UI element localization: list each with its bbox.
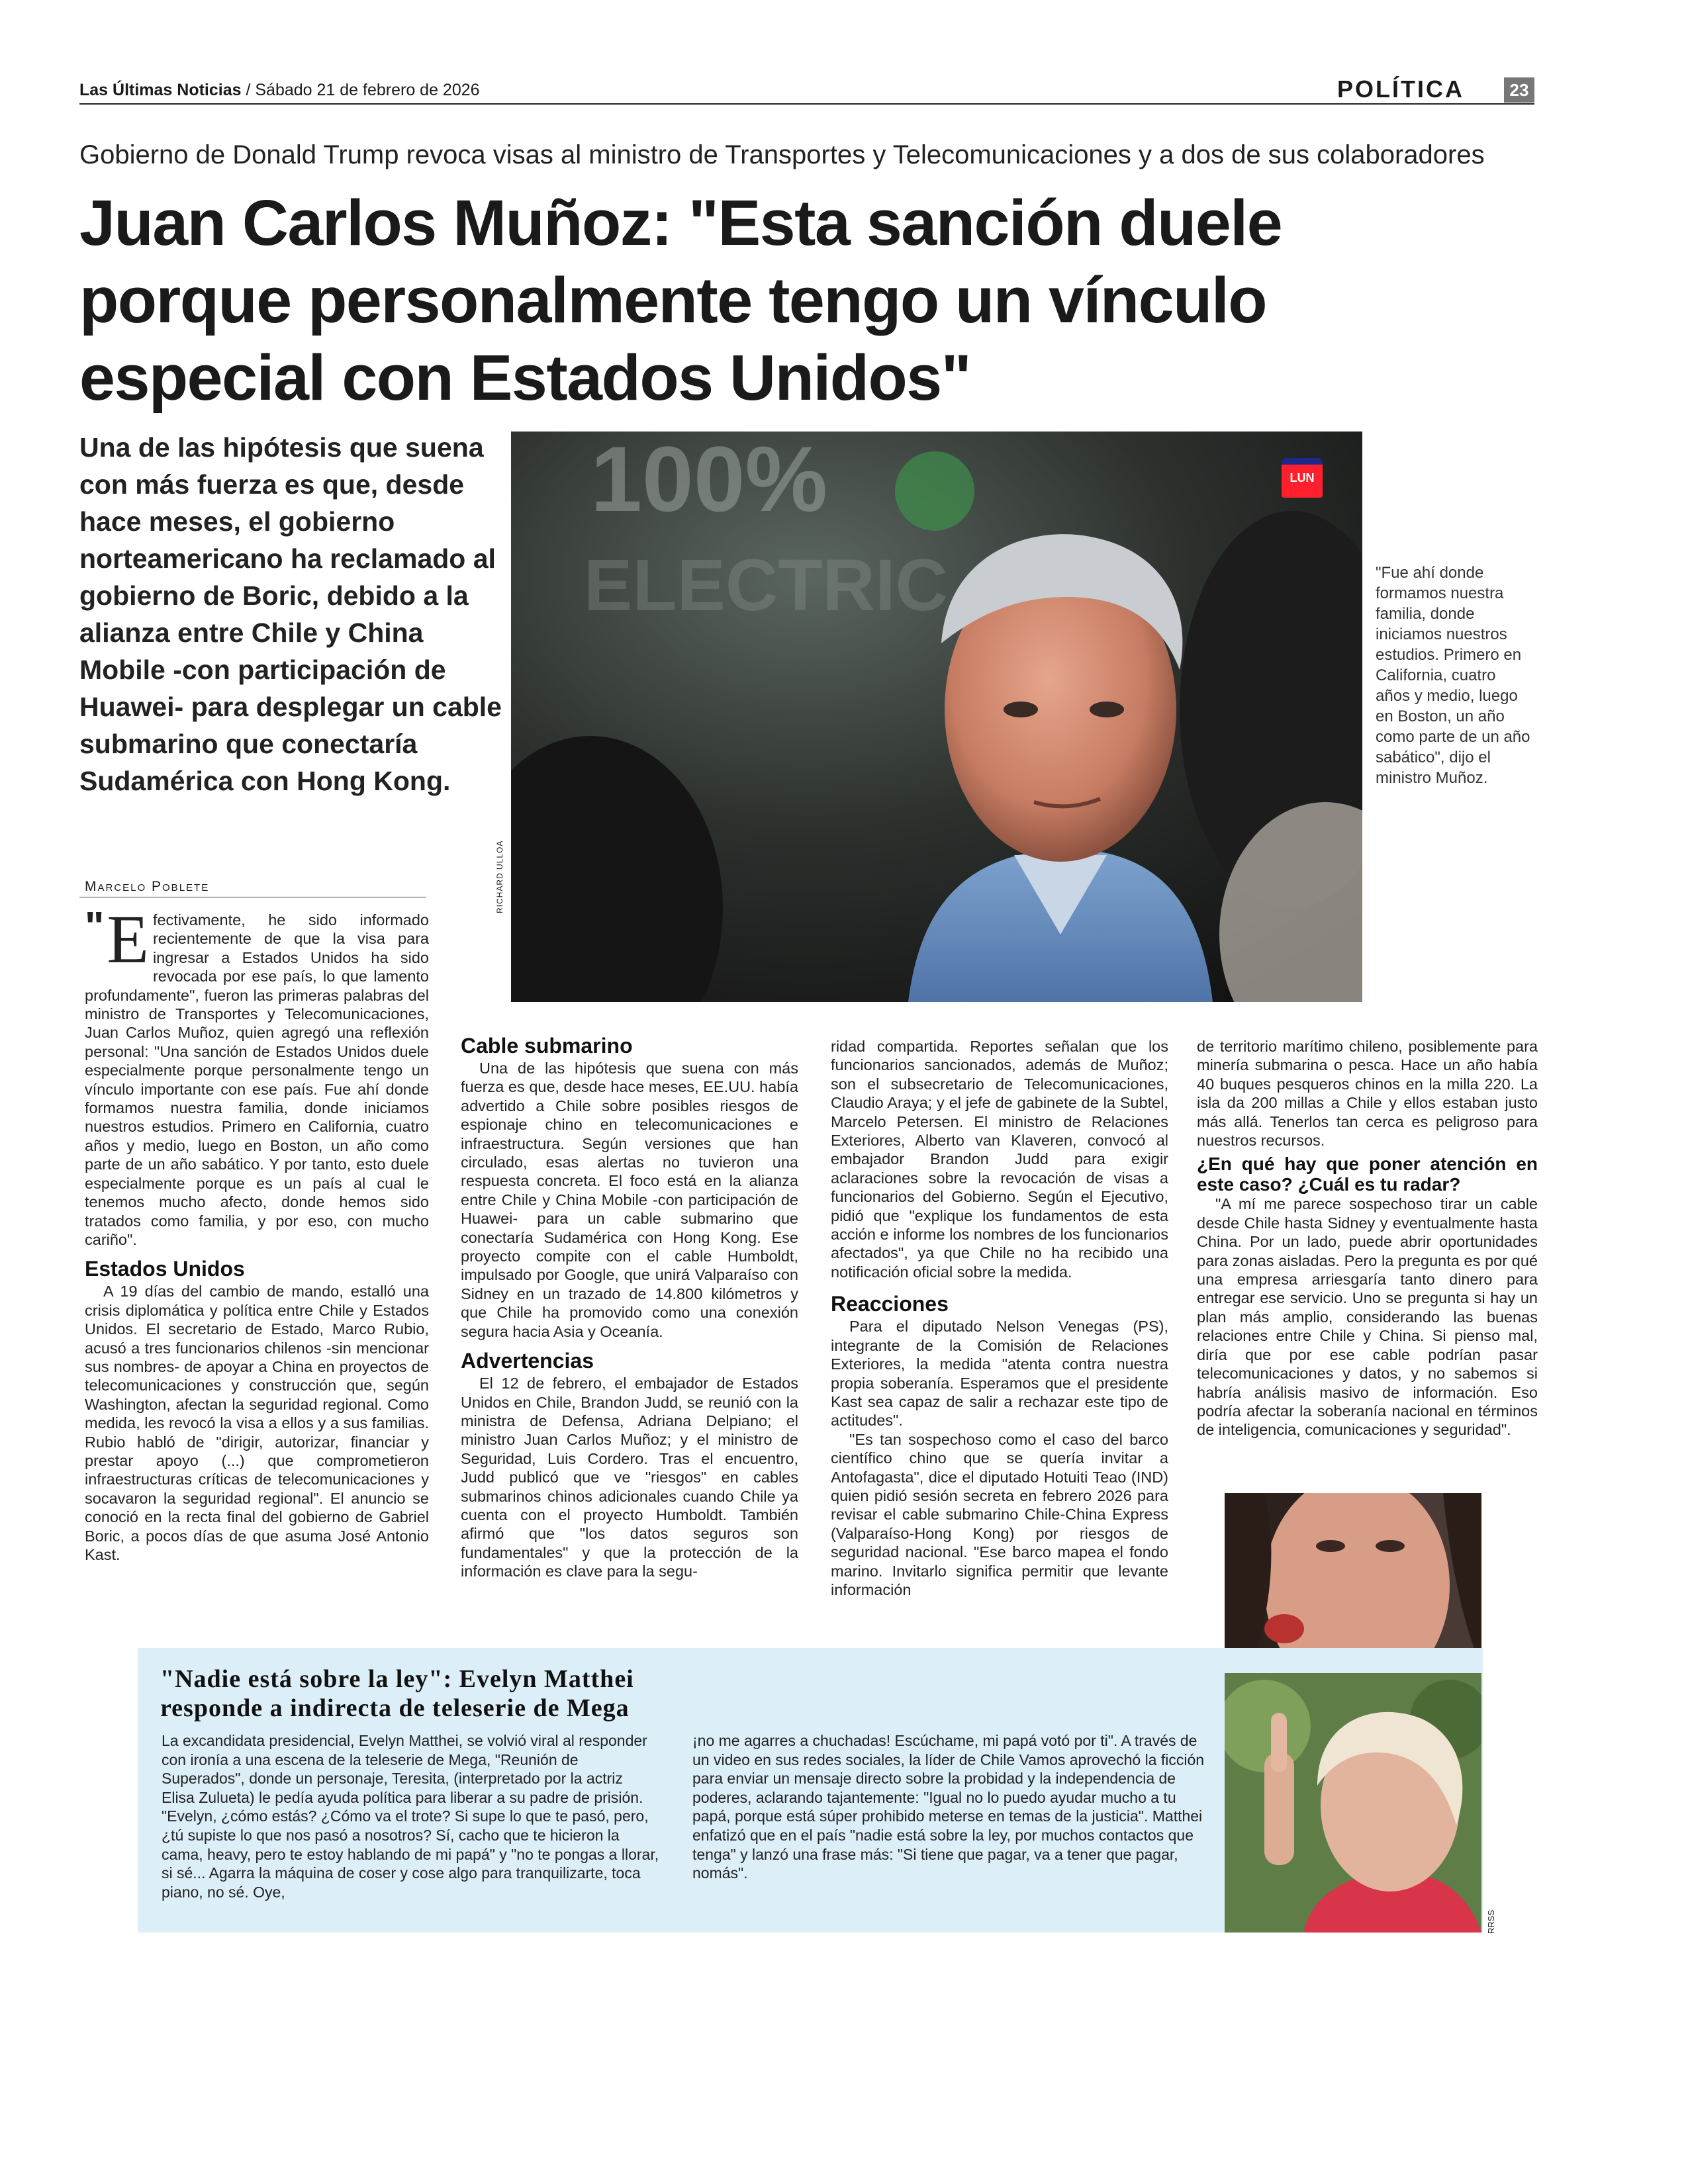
photo-minister-munoz: [511, 432, 1362, 1002]
paragraph: de territorio marítimo chileno, posiblemente para minería submarina o pesca. Hace un año había 40 buques pesqueros chinos en la milla 220. La isla da 200 millas a Chile y ellos estaban justo más allá. Tenerlos tan cerca es peligroso para nuestros recursos.: [1197, 1038, 1538, 1150]
headline-line: Juan Carlos Muñoz: "Esta sanción duele: [79, 187, 1282, 259]
subhead-advertencias: Advertencias: [461, 1349, 594, 1373]
drop-quote: ": [85, 904, 105, 950]
article-column-3: [831, 1037, 1168, 1599]
paragraph: fectivamente, he sido informado recientemente de que la visa para ingresar a Estados Unidos ha sido revocada por ese país, lo que lamento profundamente", fueron las primeras palabras del ministro de Transportes y Telecomunicaciones, Juan Carlos Muñoz, quien agregó una reflexión personal: "Una sanción de Estados Unidos duele especialmente porque personalmente tengo un vínculo importante con ese país. Fue ahí donde formamos nuestra familia, donde iniciamos nuestros estudios. Primero en California, cuatro años y medio, luego en Boston, un año como parte de un año sabático. Y por tanto, esto duele especialmente porque es un país al cual le tenemos mucho afecto, donde hemos sido tratados como familia, y por eso, con mucho cariño".: [85, 911, 429, 1248]
sidebar-column-1: La excandidata presidencial, Evelyn Matthei, se volvió viral al responder con ironía a una escena de la teleserie de Mega, "Reunión de Superados", donde un personaje, Teresita, (interpretado por la actriz Elisa Zulueta) le pedía ayuda política para liberar a su padre de prisión. "Evelyn, ¿cómo estás? ¿Cómo va el trote? Si supe lo que te pasó, pero, ¿tú supiste lo que nos pasó a nosotros? Sí, cacho que te hicieron la cama, heavy, pero te estoy hablando de mi papá" y "no te pongas a llorar, si sé... Agarra la máquina de coser y cose algo para tranquilizarte, toca piano, no sé. Oye,: [162, 1732, 659, 1901]
article-column-4: [1197, 1037, 1538, 1439]
paragraph: ridad compartida. Reportes señalan que los funcionarios sancionados, además de Muñoz; son el subsecretario de Telecomunicaciones, Claudio Araya; y el jefe de gabinete de la Subtel, Marcelo Petersen. El ministro de Relaciones Exteriores, Alberto van Klaveren, convocó al embajador Brandon Judd para exigir aclaraciones sobre la revocación de visas a funcionarios del Gobierno. Según el Ejecutivo, pidió que "explique los fundamentos de esta acción e informe los nombres de los funcionarios afectados", ya que Chile no ha recibido una notificación oficial sobre la medida.: [831, 1038, 1168, 1281]
article-lead: Una de las hipótesis que suena con más fuerza es que, desde hace meses, el gobierno norteamericano ha reclamado al gobierno de Boric, debido a la alianza entre Chile y China Mobile -con participación de Huawei- para desplegar un cable submarino que conectaría Sudamérica con Hong Kong.: [79, 432, 502, 796]
photo-credit: RICHARD ULLOA: [495, 840, 504, 913]
svg-text:ELECTRIC: ELECTRIC: [584, 545, 948, 626]
subhead-reacciones: Reacciones: [831, 1292, 949, 1316]
article-column-2: [461, 1030, 798, 1581]
byline: Marcelo Poblete: [85, 879, 210, 894]
paragraph: "A mí me parece sospechoso tirar un cable desde Chile hasta Sidney y eventualmente hasta China. Por un lado, puede abrir oportunidades para zonas aisladas. Pero la pregunta es por qué una empresa arriesgaría tanto dinero para entregar ese servicio. Uno se pregunta si hay un plan más amplio, considerando las buenas relaciones entre Chile y China. Si pienso mal, diría que por ese cable podrían pasar telecomunicaciones y datos, y no sabemos si habría análisis masivo de información. Eso podría afectar la soberanía nacional en términos de inteligencia, comunicaciones y seguridad".: [1197, 1195, 1538, 1439]
svg-text:100%: 100%: [590, 432, 828, 531]
article-column-1: [85, 901, 429, 1564]
subhead-cable-submarino: Cable submarino: [461, 1034, 633, 1058]
sidebar-title-line: "Nadie está sobre la ley": Evelyn Matthei: [160, 1665, 634, 1693]
page-number: 23: [1504, 77, 1534, 103]
sidebar-photo-credit: RRSS: [1486, 1909, 1496, 1934]
issue-date: / Sábado 21 de febrero de 2026: [246, 81, 480, 99]
sidebar-title: [160, 1664, 1153, 1723]
paragraph: Una de las hipótesis que suena con más fuerza es que, desde hace meses, EE.UU. había advertido a Chile sobre posibles riesgos de espionaje chino en telecomunicaciones e infraestructura. Según versiones que han circulado, esas alertas no tuvieron una respuesta concreta. El foco está en la alianza entre Chile y China Mobile -con participación de Huawei- para un cable submarino que conectaría Sudamérica con Hong Kong. Ese proyecto compite con el cable Humboldt, impulsado por Google, que unirá Valparaíso con Sidney en un trazado de 14.800 kilómetros y que Chile ha promovido como una conexión segura hacia Asia y Oceanía.: [461, 1060, 798, 1340]
header-rule: [79, 103, 1534, 105]
photo-evelyn-matthei: [1225, 1673, 1481, 1933]
masthead: [79, 81, 480, 100]
paragraph: A 19 días del cambio de mando, estalló una crisis diplomática y política entre Chile y Estados Unidos. El secretario de Estado, Marco Rubio, acusó a tres funcionarios chilenos -sin mencionar sus nombres- de apoyar a China en proyectos de telecomunicaciones y construcción que, según Washington, afectan la seguridad regional. Como medida, les revocó la visa a ellos y a sus familias. Rubio habló de "dirigir, autorizar, financiar y prestar apoyo (...) que comprometieron infraestructuras críticas de telecomunicaciones y socavaron la seguridad regional". El anuncio se conoció en la recta final del gobierno de Gabriel Boric, a pocos días de que asuma José Antonio Kast.: [85, 1283, 429, 1563]
paragraph: El 12 de febrero, el embajador de Estados Unidos en Chile, Brandon Judd, se reunió con la ministra de Defensa, Adriana Delpiano; el ministro Juan Carlos Muñoz; y el ministro de Seguridad, Luis Cordero. Tras el encuentro, Judd publicó que ve "riesgos" en cables submarinos chinos adicionales cuando Chile ya cuenta con el proyecto Humboldt. También afirmó que "los datos seguros son fundamentales" y que la protección de la información es clave para la segu-: [461, 1375, 798, 1580]
drop-cap: E: [107, 901, 149, 978]
photo-matthei-video: [1225, 1673, 1481, 1933]
subhead-estados-unidos: Estados Unidos: [85, 1257, 245, 1281]
article-headline: [79, 184, 1370, 416]
headline-line: porque personalmente tengo un vínculo: [79, 264, 1267, 336]
article-kicker: Gobierno de Donald Trump revoca visas al ministro de Transportes y Telecomunicaciones y a dos de sus colaboradores: [79, 140, 1485, 169]
photo-actress: [1225, 1493, 1481, 1666]
paragraph: "Es tan sospechoso como el caso del barco científico chino que se quería invitar a Antofagasta", dice el diputado Hotuiti Teao (IND) quien pidió sesión secreta en febrero 2026 para revisar el cable submarino Chile-China Express (Valparaíso-Hong Kong) por riesgos de seguridad nacional. "Ese barco mapea el fondo marino. Invitarlo significa permitir que levante información: [831, 1430, 1168, 1598]
publication-name: Las Últimas Noticias: [79, 81, 242, 99]
interview-question: ¿En qué hay que poner atención en este caso? ¿Cuál es tu radar?: [1197, 1154, 1538, 1195]
lun-logo: LUN: [1282, 458, 1323, 498]
headline-line: especial con Estados Unidos": [79, 341, 971, 414]
photo-teleserie-scene: [1225, 1493, 1481, 1666]
paragraph: Para el diputado Nelson Venegas (PS), integrante de la Comisión de Relaciones Exteriores, la medida "atenta contra nuestra propia soberanía. Esperamos que el presidente Kast sea capaz de salir a rechazar este tipo de actitudes".: [831, 1318, 1168, 1430]
sidebar-column-2: ¡no me agarres a chuchadas! Escúchame, mi papá votó por ti". A través de un video en sus redes sociales, la líder de Chile Vamos aprovechó la ficción para enviar un mensaje directo sobre la probidad y la independencia de poderes, aclarando tajantemente: "Igual no lo puedo ayudar mucho a tu papá, porque está súper prohibido meterse en temas de la justicia". Matthei enfatizó que en el país "nadie está sobre la ley, por muchos contactos que tenga" y lanzó una frase más: "Si tiene que pagar, va a tener que pagar, nomás".: [692, 1732, 1205, 1882]
main-photo: [511, 432, 1362, 1002]
photo-caption-quote: "Fue ahí donde formamos nuestra familia, donde iniciamos nuestros estudios. Primero en California, cuatro años y medio, luego en Boston, un año como parte de un año sabático", dijo el ministro Muñoz.: [1376, 564, 1530, 787]
sidebar-title-line: responde a indirecta de teleserie de Mega: [160, 1694, 630, 1722]
section-label: POLÍTICA: [1337, 75, 1464, 103]
